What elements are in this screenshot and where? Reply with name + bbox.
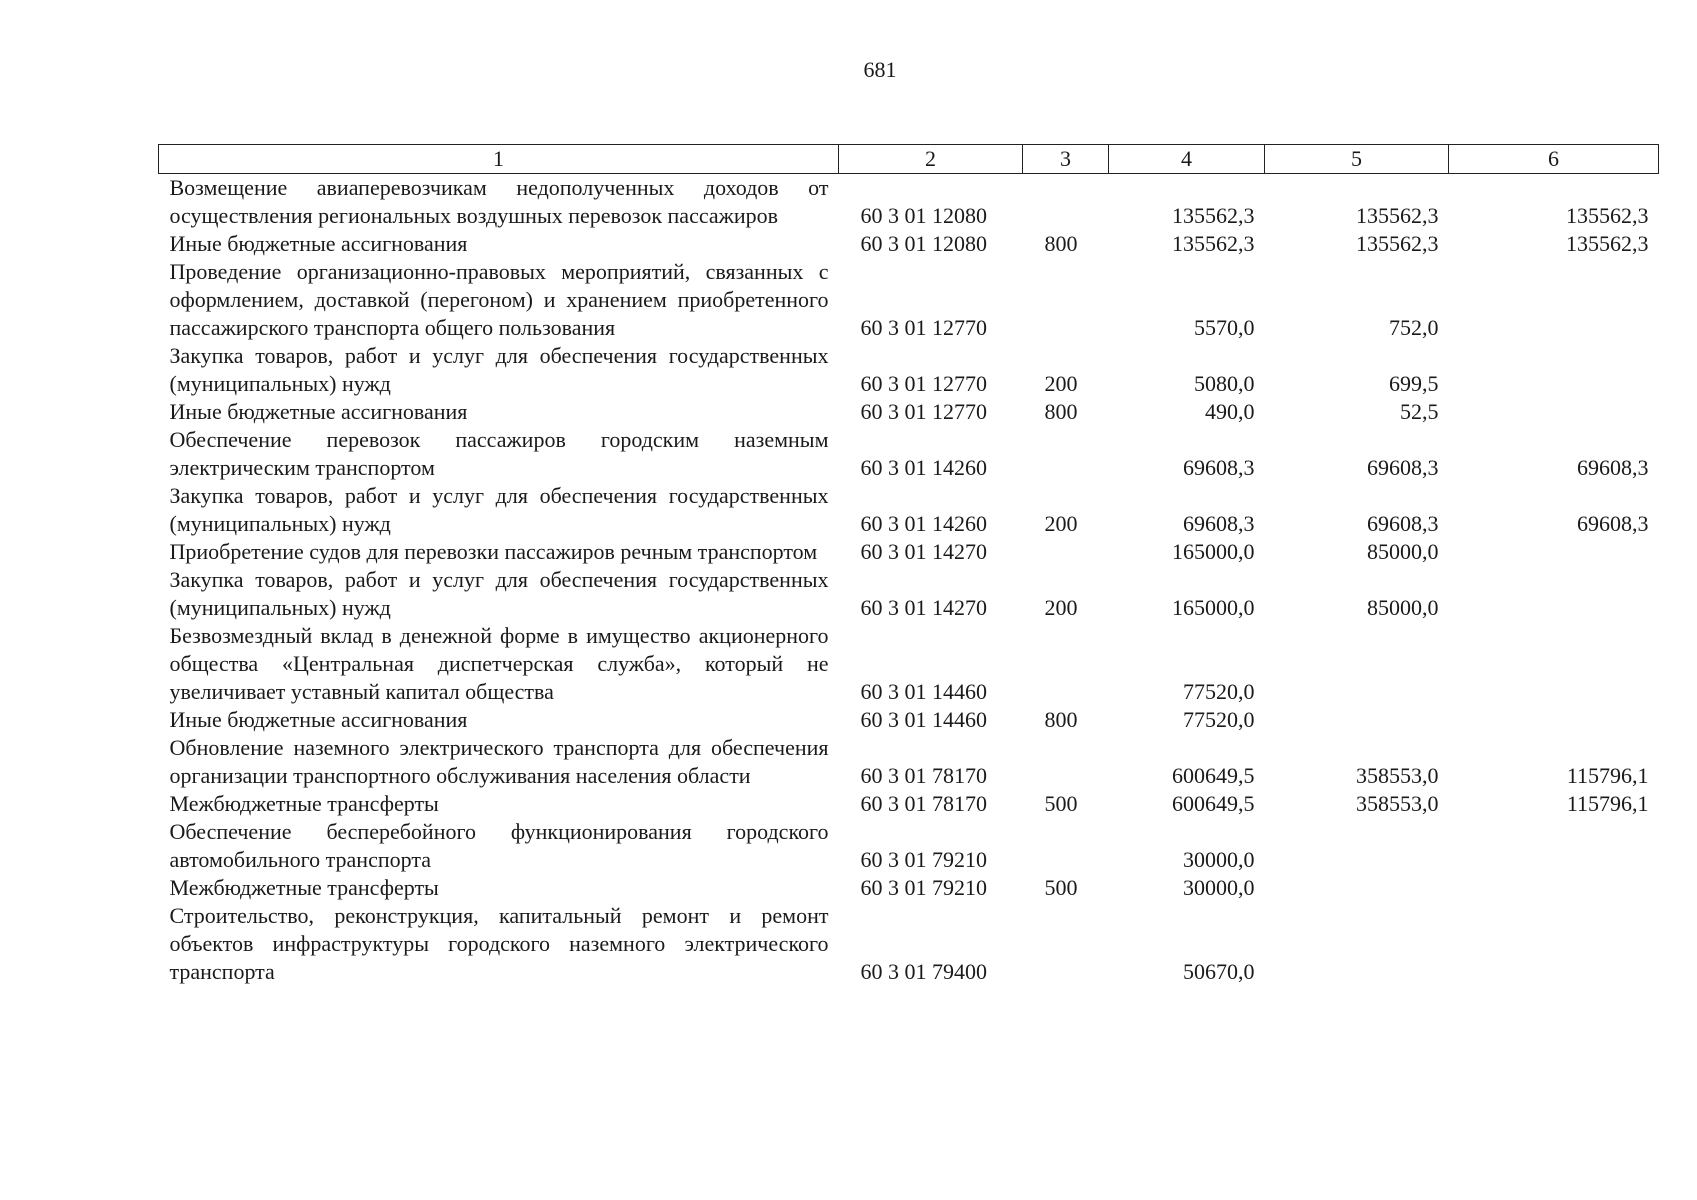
amount-column-6: 115796,1 [1566, 791, 1649, 816]
amount-column-5: 752,0 [1389, 315, 1439, 340]
budget-table [158, 144, 1659, 986]
amount-column-4: 600649,5 [1172, 763, 1255, 788]
amount-column-4: 165000,0 [1172, 595, 1255, 620]
amount-column-6: 135562,3 [1566, 231, 1649, 256]
row-name: Межбюджетные трансферты [169, 791, 439, 816]
column-header-6: 6 [1449, 145, 1659, 174]
amount-column-5: 135562,3 [1356, 203, 1439, 228]
target-article-code: 60 3 01 14270 [860, 539, 987, 564]
amount-column-4: 135562,3 [1172, 203, 1255, 228]
target-article-code: 60 3 01 14260 [860, 455, 987, 480]
target-article-code: 60 3 01 12080 [860, 203, 987, 228]
target-article-code: 60 3 01 79210 [860, 847, 987, 872]
target-article-code: 60 3 01 14460 [860, 679, 987, 704]
amount-column-6 [1449, 874, 1659, 902]
row-name: Обеспечение бесперебойного функционирования городского автомобильного транспорта [169, 819, 829, 872]
target-article-code: 60 3 01 12080 [860, 231, 987, 256]
target-article-code: 60 3 01 14460 [860, 707, 987, 732]
amount-column-6 [1449, 902, 1659, 986]
amount-column-6 [1449, 342, 1659, 398]
target-article-code: 60 3 01 78170 [860, 763, 987, 788]
amount-column-5: 135562,3 [1356, 231, 1439, 256]
row-name: Приобретение судов для перевозки пассажиров речным транспортом [169, 539, 818, 564]
amount-column-6 [1449, 566, 1659, 622]
expense-type-code: 500 [1044, 875, 1078, 900]
amount-column-4: 490,0 [1205, 399, 1255, 424]
column-header-2: 2 [839, 145, 1023, 174]
expense-type-code [1023, 174, 1109, 231]
amount-column-4: 69608,3 [1183, 455, 1255, 480]
table-row [159, 566, 1659, 622]
row-name: Иные бюджетные ассигнования [169, 399, 468, 424]
amount-column-4: 5080,0 [1194, 371, 1255, 396]
amount-column-5: 69608,3 [1367, 455, 1439, 480]
table-row [159, 342, 1659, 398]
row-name: Закупка товаров, работ и услуг для обеспечения государственных (муниципальных) нужд [169, 343, 829, 396]
table-row [159, 790, 1659, 818]
amount-column-4: 135562,3 [1172, 231, 1255, 256]
row-name: Проведение организационно-правовых мероприятий, связанных с оформлением, доставкой (перегоном) и хранением приобретенного пассажирского транспорта общего пользования [169, 259, 829, 340]
row-name: Иные бюджетные ассигнования [169, 231, 468, 256]
expense-type-code: 200 [1044, 371, 1078, 396]
expense-type-code [1023, 818, 1109, 874]
table-row [159, 874, 1659, 902]
expense-type-code: 800 [1044, 231, 1078, 256]
amount-column-5 [1265, 902, 1449, 986]
column-header-5: 5 [1265, 145, 1449, 174]
amount-column-6: 69608,3 [1577, 455, 1649, 480]
expense-type-code: 200 [1044, 511, 1078, 536]
table-row [159, 622, 1659, 706]
page-number: 681 [863, 57, 897, 82]
expense-type-code [1023, 258, 1109, 342]
target-article-code: 60 3 01 12770 [860, 399, 987, 424]
target-article-code: 60 3 01 12770 [860, 371, 987, 396]
target-article-code: 60 3 01 12770 [860, 315, 987, 340]
row-name: Безвозмездный вклад в денежной форме в имущество акционерного общества «Центральная диспетчерская служба», который не увеличивает уставный капитал общества [169, 623, 829, 704]
table-row [159, 482, 1659, 538]
amount-column-6 [1449, 622, 1659, 706]
amount-column-6 [1449, 258, 1659, 342]
amount-column-6 [1449, 818, 1659, 874]
expense-type-code: 500 [1044, 791, 1078, 816]
amount-column-5: 85000,0 [1367, 595, 1439, 620]
amount-column-5 [1265, 622, 1449, 706]
row-name: Обеспечение перевозок пассажиров городским наземным электрическим транспортом [169, 427, 829, 480]
amount-column-5: 699,5 [1389, 371, 1439, 396]
table-row [159, 230, 1659, 258]
amount-column-4: 50670,0 [1183, 959, 1255, 984]
row-name: Возмещение авиаперевозчикам недополученных доходов от осуществления региональных воздушных перевозок пассажиров [169, 175, 829, 228]
target-article-code: 60 3 01 78170 [860, 791, 987, 816]
expense-type-code [1023, 902, 1109, 986]
amount-column-4: 165000,0 [1172, 539, 1255, 564]
table-row [159, 706, 1659, 734]
expense-type-code [1023, 734, 1109, 790]
expense-type-code [1023, 622, 1109, 706]
amount-column-4: 30000,0 [1183, 847, 1255, 872]
expense-type-code: 200 [1044, 595, 1078, 620]
expense-type-code: 800 [1044, 707, 1078, 732]
expense-type-code: 800 [1044, 399, 1078, 424]
amount-column-4: 30000,0 [1183, 875, 1255, 900]
table-row [159, 538, 1659, 566]
row-name: Закупка товаров, работ и услуг для обеспечения государственных (муниципальных) нужд [169, 483, 829, 536]
column-header-3: 3 [1023, 145, 1109, 174]
amount-column-5: 358553,0 [1356, 791, 1439, 816]
row-name: Межбюджетные трансферты [169, 875, 439, 900]
amount-column-5: 85000,0 [1367, 539, 1439, 564]
amount-column-6 [1449, 538, 1659, 566]
target-article-code: 60 3 01 14270 [860, 595, 987, 620]
amount-column-5: 52,5 [1400, 399, 1439, 424]
row-name: Закупка товаров, работ и услуг для обеспечения государственных (муниципальных) нужд [169, 567, 829, 620]
amount-column-6: 69608,3 [1577, 511, 1649, 536]
amount-column-6 [1449, 706, 1659, 734]
amount-column-6: 115796,1 [1566, 763, 1649, 788]
amount-column-4: 77520,0 [1183, 679, 1255, 704]
table-row [159, 902, 1659, 986]
amount-column-5 [1265, 706, 1449, 734]
amount-column-4: 600649,5 [1172, 791, 1255, 816]
expense-type-code [1023, 538, 1109, 566]
amount-column-5 [1265, 818, 1449, 874]
table-row [159, 734, 1659, 790]
amount-column-5: 358553,0 [1356, 763, 1439, 788]
header-row [159, 145, 1659, 174]
target-article-code: 60 3 01 79400 [860, 959, 987, 984]
column-header-4: 4 [1109, 145, 1265, 174]
table-body [159, 174, 1659, 987]
amount-column-4: 69608,3 [1183, 511, 1255, 536]
amount-column-5: 69608,3 [1367, 511, 1439, 536]
row-name: Строительство, реконструкция, капитальный ремонт и ремонт объектов инфраструктуры городского наземного электрического транспорта [169, 903, 829, 984]
amount-column-6 [1449, 398, 1659, 426]
table-row [159, 426, 1659, 482]
table-row [159, 818, 1659, 874]
amount-column-4: 77520,0 [1183, 707, 1255, 732]
expense-type-code [1023, 426, 1109, 482]
table-row [159, 174, 1659, 231]
amount-column-5 [1265, 874, 1449, 902]
table-row [159, 258, 1659, 342]
target-article-code: 60 3 01 79210 [860, 875, 987, 900]
target-article-code: 60 3 01 14260 [860, 511, 987, 536]
amount-column-6: 135562,3 [1566, 203, 1649, 228]
row-name: Обновление наземного электрического транспорта для обеспечения организации транспортного обслуживания населения области [169, 735, 829, 788]
row-name: Иные бюджетные ассигнования [169, 707, 468, 732]
amount-column-4: 5570,0 [1194, 315, 1255, 340]
table-row [159, 398, 1659, 426]
column-header-1: 1 [159, 145, 839, 174]
